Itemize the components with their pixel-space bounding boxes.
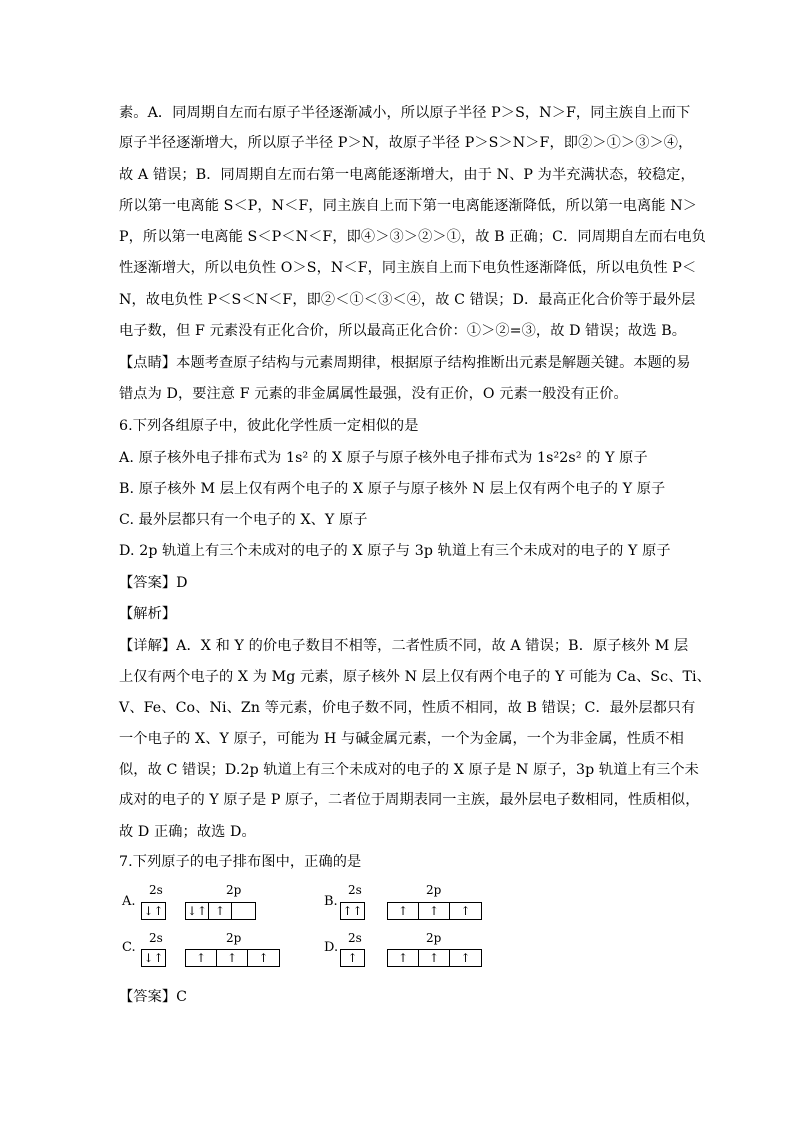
answer-label: 【答案】C xyxy=(119,989,188,1005)
orbital-box: ↓↑ xyxy=(186,904,208,918)
option-c-label: C. xyxy=(122,940,136,955)
text-line: V、Fe、Co、Ni、Zn 等元素，价电子数不同，性质不相同，故 B 错误；C．最外层都只有 xyxy=(119,700,696,716)
option-c-2s-label: 2s xyxy=(149,931,163,945)
orbital-box: ↑ xyxy=(388,903,419,919)
text-line: 故 A 错误；B．同周期自左而右第一电离能逐渐增大，由于 N、P 为半充满状态，较稳定， xyxy=(119,167,695,183)
orbital-box: ↑ xyxy=(186,950,217,966)
text-line: 7.下列原子的电子排布图中，正确的是 xyxy=(119,854,362,870)
option-d-2p-label: 2p xyxy=(426,931,442,945)
text-line: 【点睛】本题考查原子结构与元素周期律，根据原子结构推断出元素是解题关键。本题的易 xyxy=(119,355,691,371)
text-line: 原子半径逐渐增大，所以原子半径 P＞N，故原子半径 P＞S＞N＞F，即②＞①＞③＞④， xyxy=(119,135,693,151)
text-line: 错点为 D，要注意 F 元素的非金属属性最强，没有正价，O 元素一般没有正价。 xyxy=(119,386,628,402)
option-b-label: B. xyxy=(324,894,338,909)
text-line: 上仅有两个电子的 X 为 Mg 元素，原子核外 N 层上仅有两个电子的 Y 可能为 Ca、Sc、Ti、 xyxy=(119,669,711,685)
orbital-box: ↑ xyxy=(460,951,471,965)
text-line: C. 最外层都只有一个电子的 X、Y 原子 xyxy=(119,512,368,528)
text-line: 【答案】D xyxy=(119,575,188,591)
orbital-box: ↑ xyxy=(419,950,450,966)
text-line: D. 2p 轨道上有三个未成对的电子的 X 原子与 3p 轨道上有三个未成对的电子的 Y 原子 xyxy=(119,543,671,559)
text-line: 似，故 C 错误；D.2p 轨道上有三个未成对的电子的 X 原子是 N 原子，3p 轨道上有三个未 xyxy=(119,762,699,778)
text-line: P，所以第一电离能 S＜P＜N＜F，即④＞③＞②＞①，故 B 正确；C．同周期自左而右电负 xyxy=(119,229,706,245)
option-b-2s-label: 2s xyxy=(348,883,362,897)
orbital-box: ↑ xyxy=(258,951,269,965)
option-a-2s-boxes xyxy=(141,902,166,920)
option-a-label: A. xyxy=(122,894,136,909)
orbital-box: ↑ xyxy=(347,951,358,965)
text-line: B. 原子核外 M 层上仅有两个电子的 X 原子与原子核外 N 层上仅有两个电子的 Y 原子 xyxy=(119,481,666,497)
text-line: 所以第一电离能 S＜P，N＜F，同主族自上而下第一电离能逐渐降低，所以第一电离能 N＞ xyxy=(119,198,698,214)
option-a-2p-boxes xyxy=(185,902,256,920)
option-d-label: D. xyxy=(324,940,339,955)
option-a-2p-label: 2p xyxy=(226,883,242,897)
text-line: 6.下列各组原子中，彼此化学性质一定相似的是 xyxy=(119,418,419,434)
orbital-box: ↑ xyxy=(419,903,450,919)
text-line: N，故电负性 P＜S＜N＜F，即②＜①＜③＜④，故 C 错误；D．最高正化合价等于最外层 xyxy=(119,292,696,308)
option-d-2s-boxes xyxy=(340,949,365,967)
text-line: 【详解】A．X 和 Y 的价电子数目不相等，二者性质不同，故 A 错误；B．原子核外 M 层 xyxy=(119,638,689,654)
option-c-2s-boxes xyxy=(141,949,166,967)
option-b-2s-boxes xyxy=(340,902,365,920)
option-d-2p-boxes xyxy=(387,949,482,967)
text-line: 电子数，但 F 元素没有正化合价，所以最高正化合价：①＞②=③，故 D 错误；故选 B。 xyxy=(119,323,687,339)
text-line: 性逐渐增大，所以电负性 O＞S，N＜F，同主族自上而下电负性逐渐降低，所以电负性 P＜ xyxy=(119,260,697,276)
text-line: 故 D 正确；故选 D。 xyxy=(119,824,256,840)
option-b-2p-boxes xyxy=(387,902,482,920)
text-line: 一个电子的 X、Y 原子，可能为 H 与碱金属元素，一个为金属，一个为非金属，性质不相 xyxy=(119,731,684,747)
orbital-box: ↑↑ xyxy=(342,904,363,918)
orbital-box xyxy=(232,903,255,919)
option-d-2s-label: 2s xyxy=(348,931,362,945)
orbital-box: ↑ xyxy=(460,904,471,918)
option-c-2p-boxes xyxy=(185,949,280,967)
orbital-diagram xyxy=(119,883,519,973)
text-line: 成对的电子的 Y 原子是 P 原子，二者位于周期表同一主族，最外层电子数相同，性质相似， xyxy=(119,792,700,808)
text-line: 素。A．同周期自左而右原子半径逐渐减小，所以原子半径 P＞S，N＞F，同主族自上而下 xyxy=(119,105,691,121)
orbital-box: ↓↑ xyxy=(143,904,164,918)
orbital-box: ↑ xyxy=(388,950,419,966)
orbital-box: ↑ xyxy=(209,903,232,919)
orbital-box: ↓↑ xyxy=(143,951,164,965)
option-b-2p-label: 2p xyxy=(426,883,442,897)
text-line: 【解析】 xyxy=(119,606,177,622)
option-c-2p-label: 2p xyxy=(226,931,242,945)
orbital-box: ↑ xyxy=(217,950,248,966)
text-line: A. 原子核外电子排布式为 1s² 的 X 原子与原子核外电子排布式为 1s²2s² 的 Y 原子 xyxy=(119,450,648,466)
option-a-2s-label: 2s xyxy=(149,883,163,897)
